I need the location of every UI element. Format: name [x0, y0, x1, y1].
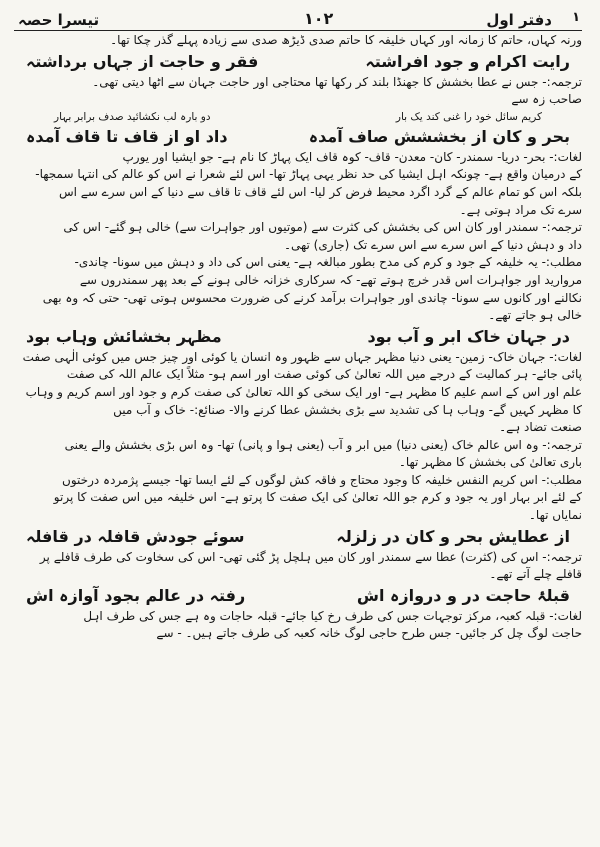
- text-line: سرے تک مراد ہوتی ہے۔: [459, 202, 582, 217]
- verse-hemistich: سوئے جودش قافلہ در قافلہ: [26, 526, 245, 546]
- text-line: پائی جائے- ہر کمالیت کے درجے میں اللہ تعالیٰ کی کوئی صفت اور اسم ہو- مثلاً ایک عالم اللہ کی صفت: [66, 367, 582, 382]
- verse-couplet: [14, 584, 582, 608]
- verse-hemistich: قبلۂ حاجت در و دروازہ اش: [356, 585, 570, 605]
- text-line: کا مظہر کہیں گے- وہاب ہا کی تشدید سے بڑی بخشش عطا کرنے والا- صنائع:- خاک و آب میں: [113, 402, 582, 417]
- meaning-line: مطلب:- اس کریم النفس خلیفہ کا وجود محتاج و فاقہ کش لوگوں کے لئے ایسا تھا- جیسے پژمردہ درختوں: [62, 472, 582, 487]
- glossary-line: لغات:- جہان خاک- زمین- یعنی دنیا مظہر جہاں سے ظہور وہ انسان یا کوئی اور چیز جس میں کوئی الٰہی صفت: [22, 349, 582, 364]
- verse-hemistich: رایت اکرام و جود افراشتہ: [365, 51, 570, 71]
- verse-hemistich: فقر و حاجت از جہاں برداشتہ: [26, 51, 259, 71]
- header-rule: [14, 30, 582, 31]
- verse-couplet: [14, 525, 582, 549]
- translation-line: ترجمہ:- جس نے عطا بخشش کا جھنڈا بلند کر رکھا تھا محتاجی اور حاجت جہان سے اٹھا دیتی تھی۔: [92, 74, 582, 89]
- text-line: کے درمیان واقع ہے- چونکہ اہل ایشیا کی حد نظر یہی پہاڑ تھا- اس لئے شعرا نے اس کو عالم کی انتہا سمجھا-: [35, 167, 582, 182]
- side-number: ۱: [572, 10, 580, 25]
- verse-couplet: [14, 125, 582, 149]
- verse-hemistich: مظہر بخشائش وہاب بود: [26, 326, 222, 346]
- verse-hemistich: کریم سائل خود را غنی کند یک بار: [395, 110, 542, 123]
- text-line: خالی ہو جاتے تھے۔: [488, 308, 582, 323]
- verse-couplet-small: [14, 109, 582, 125]
- text-line: بلکہ اس کو تمام عالم کے گرد اگرد محیط فرض کر لیا- اس لئے قاف تا قاف سے دنیا کے اس سرے سے اس: [58, 184, 582, 199]
- translation-line: ترجمہ:- سمندر اور کان اس کی بخشش کی کثرت سے (موتیوں اور جواہرات سے) خالی ہو گئے- اس کی: [63, 220, 582, 235]
- page-number: ۱۰۲: [304, 9, 334, 28]
- verse-hemistich: دو بارہ لب نکشائید صدف برابر بہار: [54, 110, 211, 123]
- text-line: کے لئے ابر بہار اور یہ جود و کرم جو اللہ تعالیٰ کی ایک صفت کا پرتو ہے- اس خلیفہ میں اس صفت کا پرتو: [53, 490, 582, 505]
- verse-hemistich: از عطایش بحر و کان در زلزلہ: [336, 526, 570, 546]
- page-header: [14, 6, 582, 32]
- text-line: ورنہ کہاں، حاتم کا زمانہ اور کہاں خلیفہ کا حاتم صدی ڈیڑھ صدی سے زیادہ پہلے گذر چکا تھا۔: [110, 33, 582, 47]
- page-body: [14, 32, 582, 643]
- book-part: دفتر اول: [486, 11, 552, 29]
- verse-couplet: [14, 50, 582, 74]
- glossary-line: لغات:- بحر- دریا- سمندر- کان- معدن- قاف- کوہ قاف ایک پہاڑ کا نام ہے- جو ایشیا اور یورپ: [122, 149, 582, 164]
- text-line: نکالنے اور کانوں سے سونا- چاندی اور جواہرات برآمد کرنے کی ضرورت محسوس ہوتی تھی- حتی کہ وہ بھی: [42, 290, 582, 305]
- text-line: صاحب زہ سے: [511, 92, 582, 107]
- glossary-line: لغات:- قبلہ کعبہ، مرکز توجہات جس کی طرف رخ کیا جائے- قبلہ حاجات وہ ہے جس کی طرف اہل: [83, 608, 582, 623]
- text-line: حاجت لوگ چل کر جائیں- جس طرح حاجی لوگ خانہ کعبہ کی طرف جاتے ہیں۔ - سے: [156, 626, 582, 641]
- verse-hemistich: رفتہ در عالم بجود آوازہ اش: [26, 585, 246, 605]
- verse-hemistich: در جہان خاک ابر و آب بود: [367, 326, 570, 346]
- translation-line: ترجمہ:- اس کی (کثرت) عطا سے سمندر اور کان میں ہلچل پڑ گئی تھی- اس کی سخاوت کی طرف قافلے پر: [39, 549, 582, 564]
- text-line: داد و دہش دنیا کے اس سرے سے اس سرے تک (جاری) تھی۔: [283, 237, 582, 252]
- text-line: باری تعالیٰ کی بخشش کا مظہر تھا۔: [398, 455, 582, 470]
- section-title: تیسرا حصہ: [18, 11, 100, 29]
- text-line: نمایاں تھا۔: [528, 508, 582, 523]
- translation-line: ترجمہ:- وہ اس عالم خاک (یعنی دنیا) میں ابر و آب (یعنی ہوا و پانی) تھا- وہ اس بڑی بخشش والے یعنی: [64, 437, 582, 452]
- verse-hemistich: بحر و کان از بخششش صاف آمدہ: [308, 126, 570, 146]
- verse-couplet: [14, 325, 582, 349]
- text-line: علم اور اس کے اسم علیم کا مظہر ہے- اور ایک سخی کو اللہ تعالیٰ کی صفت کرم و جود اور اسم کریم و وہاب: [25, 384, 582, 399]
- verse-hemistich: داد او از قاف تا قاف آمدہ: [26, 126, 228, 146]
- text-line: قافلے چلے آتے تھے۔: [489, 567, 582, 582]
- meaning-line: مطلب:- یہ خلیفہ کے جود و کرم کی مدح بطور مبالغہ ہے- یعنی اس کی داد و دہش میں سونا- چاندی-: [74, 255, 582, 270]
- text-line: مروارید اور جواہرات اس قدر خرچ ہوتے تھے- کہ سرکاری خزانہ خالی ہونے کے بعد پھر سمندروں سے: [79, 272, 582, 287]
- text-line: صنعت تضاد ہے۔: [499, 420, 582, 435]
